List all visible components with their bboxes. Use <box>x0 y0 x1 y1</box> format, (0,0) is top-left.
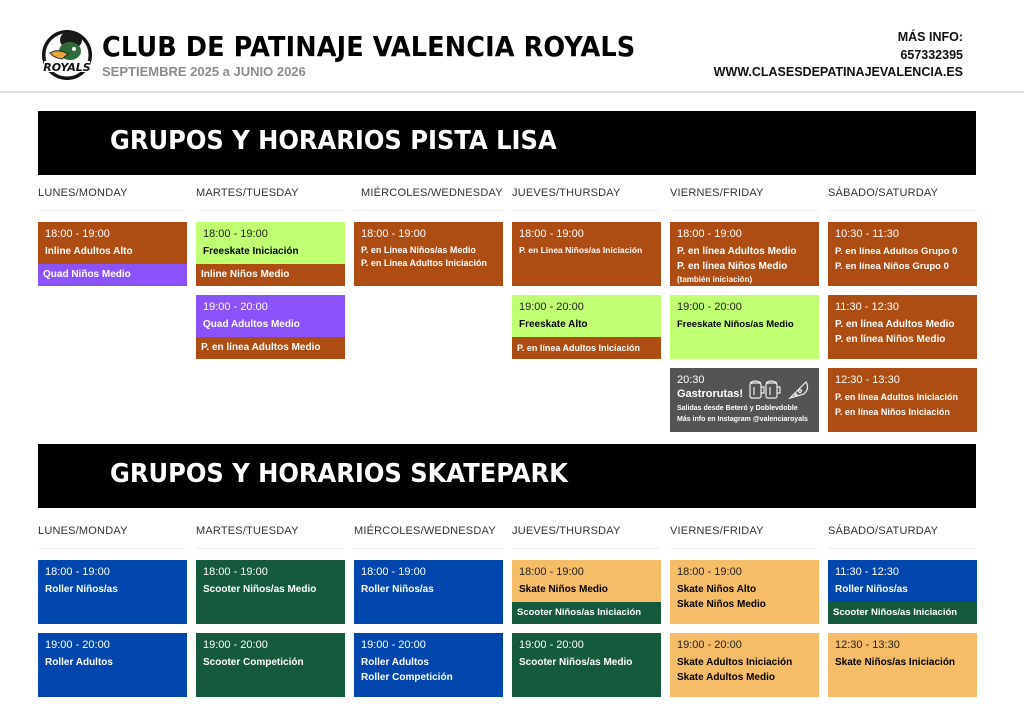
class-time: 11:30 - 12:30 <box>835 566 900 578</box>
class-time: 12:30 - 13:30 <box>835 639 900 651</box>
class-time: 11:30 - 12:30 <box>835 301 900 313</box>
class-list <box>45 244 133 259</box>
class-name: Quad Adultos Medio <box>203 319 300 330</box>
class-time: 19:00 - 20:00 <box>519 301 584 313</box>
class-name: P. en línea Adultos Medio <box>835 319 955 330</box>
class-time: 18:00 - 19:00 <box>203 228 268 240</box>
class-block-pista-tue-2[interactable] <box>196 295 345 359</box>
class-time: 10:30 - 11:30 <box>835 228 900 240</box>
event-details <box>677 404 808 425</box>
divider <box>196 548 344 549</box>
class-block-skate-thu-2[interactable] <box>512 633 661 697</box>
class-list <box>677 317 794 332</box>
divider <box>512 210 660 211</box>
day-header-wednesday: MIÉRCOLES/WEDNESDAY <box>354 525 496 537</box>
class-time: 18:00 - 19:00 <box>519 566 584 578</box>
day-header-thursday: JUEVES/THURSDAY <box>512 525 621 537</box>
class-list <box>361 655 453 685</box>
class-name: Skate Niños/as Iniciación <box>835 657 956 668</box>
class-block-skate-sat-1[interactable] <box>828 560 977 624</box>
class-block-pista-mon-1[interactable] <box>38 222 187 286</box>
class-block-skate-fri-1[interactable] <box>670 560 819 624</box>
class-name: P. en Línea Adultos Iniciación <box>361 258 488 268</box>
day-header-saturday: SÁBADO/SATURDAY <box>828 187 939 199</box>
class-name: P. en línea Niños Grupo 0 <box>835 261 949 272</box>
day-header-wednesday: MIÉRCOLES/WEDNESDAY <box>361 187 503 199</box>
class-time: 19:00 - 20:00 <box>677 639 742 651</box>
class-name: P. en línea Adultos Medio <box>677 246 797 257</box>
class-strip: Inline Niños Medio <box>196 264 345 286</box>
class-name: Roller Competición <box>361 672 453 683</box>
class-block-pista-wed-1[interactable] <box>354 222 503 286</box>
class-name: Scooter Competición <box>203 657 304 668</box>
class-block-pista-thu-1[interactable] <box>512 222 661 286</box>
divider <box>354 210 502 211</box>
class-name: P. en línea Adultos Grupo 0 <box>835 246 958 257</box>
event-title: Gastrorutas! <box>677 388 744 400</box>
class-name: Roller Niños/as <box>45 584 118 595</box>
class-time: 19:00 - 20:00 <box>361 639 426 651</box>
class-list <box>361 582 434 597</box>
class-strip: Quad Niños Medio <box>38 264 187 286</box>
class-name: Inline Adultos Alto <box>45 246 133 257</box>
club-title: CLUB DE PATINAJE VALENCIA ROYALS <box>102 31 636 63</box>
event-detail-line: Más info en Instagram @valenciaroyals <box>677 415 808 423</box>
class-list <box>203 655 304 670</box>
royals-duck-logo-icon <box>40 26 94 82</box>
class-name: Skate Niños Alto <box>677 584 757 595</box>
class-block-pista-fri-1[interactable] <box>670 222 819 286</box>
class-block-skate-tue-1[interactable] <box>196 560 345 624</box>
section-title: GRUPOS Y HORARIOS PISTA LISA <box>110 126 557 156</box>
class-time: 19:00 - 20:00 <box>203 301 268 313</box>
class-list <box>203 317 300 332</box>
divider <box>38 548 186 549</box>
class-block-pista-tue-1[interactable] <box>196 222 345 286</box>
class-name: Roller Niños/as <box>361 584 434 595</box>
class-name: Roller Adultos <box>361 657 429 668</box>
info-label: MÁS INFO: <box>897 30 963 44</box>
class-block-pista-sat-1[interactable] <box>828 222 977 286</box>
class-block-skate-thu-1[interactable] <box>512 560 661 624</box>
class-block-skate-sat-2[interactable] <box>828 633 977 697</box>
class-time: 19:00 - 20:00 <box>519 639 584 651</box>
class-list <box>519 244 642 257</box>
event-time: 20:30 <box>677 374 705 386</box>
class-time: 18:00 - 19:00 <box>677 228 742 240</box>
event-detail-line: Salidas desde Beteró y Doblevdoble <box>677 405 798 412</box>
pizza-slice-icon <box>788 380 810 400</box>
class-time: 19:00 - 20:00 <box>677 301 742 313</box>
class-time: 19:00 - 20:00 <box>45 639 110 651</box>
class-time: 18:00 - 19:00 <box>519 228 584 240</box>
day-header-friday: VIERNES/FRIDAY <box>670 187 764 199</box>
divider <box>38 210 186 211</box>
class-strip: P. en línea Adultos Iniciación <box>512 337 661 359</box>
class-list <box>361 244 487 270</box>
class-strip: Scooter Niños/as Iniciación <box>512 602 661 624</box>
class-list <box>835 244 957 274</box>
class-name: Skate Niños Medio <box>519 584 608 595</box>
day-header-tuesday: MARTES/TUESDAY <box>196 187 299 199</box>
divider <box>512 548 660 549</box>
class-time: 18:00 - 19:00 <box>361 228 426 240</box>
season-subtitle: SEPTIEMBRE 2025 a JUNIO 2026 <box>102 64 306 79</box>
class-block-pista-fri-2[interactable] <box>670 295 819 359</box>
skatepark-banner <box>38 444 976 508</box>
divider <box>670 548 818 549</box>
class-list <box>45 582 118 597</box>
class-name: P. en línea Niños Iniciación <box>835 407 950 417</box>
day-header-friday: VIERNES/FRIDAY <box>670 525 764 537</box>
class-name: Freeskate Alto <box>519 319 588 330</box>
class-note: (también iniciación) <box>677 275 753 284</box>
class-name: P. en línea Niños Medio <box>835 334 946 345</box>
day-header-monday: LUNES/MONDAY <box>38 187 128 199</box>
class-block-skate-wed-1[interactable] <box>354 560 503 624</box>
class-name: Skate Niños Medio <box>677 599 766 610</box>
day-header-monday: LUNES/MONDAY <box>38 525 128 537</box>
class-block-pista-sat-3[interactable] <box>828 368 977 432</box>
contact-info <box>714 29 963 82</box>
class-list <box>519 317 588 332</box>
class-name: Roller Niños/as <box>835 584 908 595</box>
page-header <box>0 0 1024 93</box>
svg-text:ROYALS: ROYALS <box>43 61 91 74</box>
class-strip: Scooter Niños/as Iniciación <box>828 602 977 624</box>
class-list <box>203 582 316 597</box>
day-header-saturday: SÁBADO/SATURDAY <box>828 525 939 537</box>
class-list <box>519 655 632 670</box>
class-name: Freeskate Iniciación <box>203 246 299 257</box>
class-name: P. en Línea Niños/as Iniciación <box>519 245 643 255</box>
class-time: 12:30 - 13:30 <box>835 374 900 386</box>
class-list <box>835 317 954 347</box>
section-title: GRUPOS Y HORARIOS SKATEPARK <box>110 459 568 489</box>
class-time: 18:00 - 19:00 <box>203 566 268 578</box>
class-list <box>45 655 113 670</box>
divider <box>828 210 976 211</box>
class-list <box>677 655 792 685</box>
class-list <box>677 244 796 286</box>
class-list <box>677 582 766 612</box>
divider <box>354 548 502 549</box>
class-block-pista-thu-2[interactable] <box>512 295 661 359</box>
class-list <box>519 582 608 597</box>
class-name: Skate Adultos Medio <box>677 672 775 683</box>
class-time: 18:00 - 19:00 <box>677 566 742 578</box>
class-block-pista-sat-2[interactable] <box>828 295 977 359</box>
gastrorutas-event-block[interactable] <box>670 368 819 432</box>
divider <box>828 548 976 549</box>
class-time: 18:00 - 19:00 <box>45 566 110 578</box>
day-header-thursday: JUEVES/THURSDAY <box>512 187 621 199</box>
class-block-skate-mon-2[interactable] <box>38 633 187 697</box>
class-name: P. en línea Adultos Iniciación <box>835 392 959 402</box>
website-link[interactable]: WWW.CLASESDEPATINAJEVALENCIA.ES <box>713 65 963 79</box>
beer-mugs-icon <box>748 378 782 402</box>
class-list <box>835 655 955 670</box>
class-strip: P. en línea Adultos Medio <box>196 337 345 359</box>
divider <box>670 210 818 211</box>
class-name: Skate Adultos Iniciación <box>677 657 793 668</box>
class-time: 18:00 - 19:00 <box>361 566 426 578</box>
class-name: Scooter Niños/as Medio <box>519 657 633 668</box>
divider <box>196 210 344 211</box>
class-name: P. en Línea Niños/as Medio <box>361 245 476 255</box>
class-name: Freeskate Niños/as Medio <box>677 319 794 330</box>
class-list <box>835 390 958 420</box>
class-block-skate-tue-2[interactable] <box>196 633 345 697</box>
class-block-skate-mon-1[interactable] <box>38 560 187 624</box>
class-time: 19:00 - 20:00 <box>203 639 268 651</box>
class-name: P. en línea Niños Medio <box>677 261 788 272</box>
class-name: Roller Adultos <box>45 657 113 668</box>
class-list <box>835 582 908 597</box>
class-list <box>203 244 299 259</box>
pista-lisa-banner <box>38 111 976 175</box>
class-block-skate-wed-2[interactable] <box>354 633 503 697</box>
day-header-tuesday: MARTES/TUESDAY <box>196 525 299 537</box>
phone-number[interactable]: 657332395 <box>900 47 963 62</box>
class-name: Scooter Niños/as Medio <box>203 584 317 595</box>
class-time: 18:00 - 19:00 <box>45 228 110 240</box>
class-block-skate-fri-2[interactable] <box>670 633 819 697</box>
